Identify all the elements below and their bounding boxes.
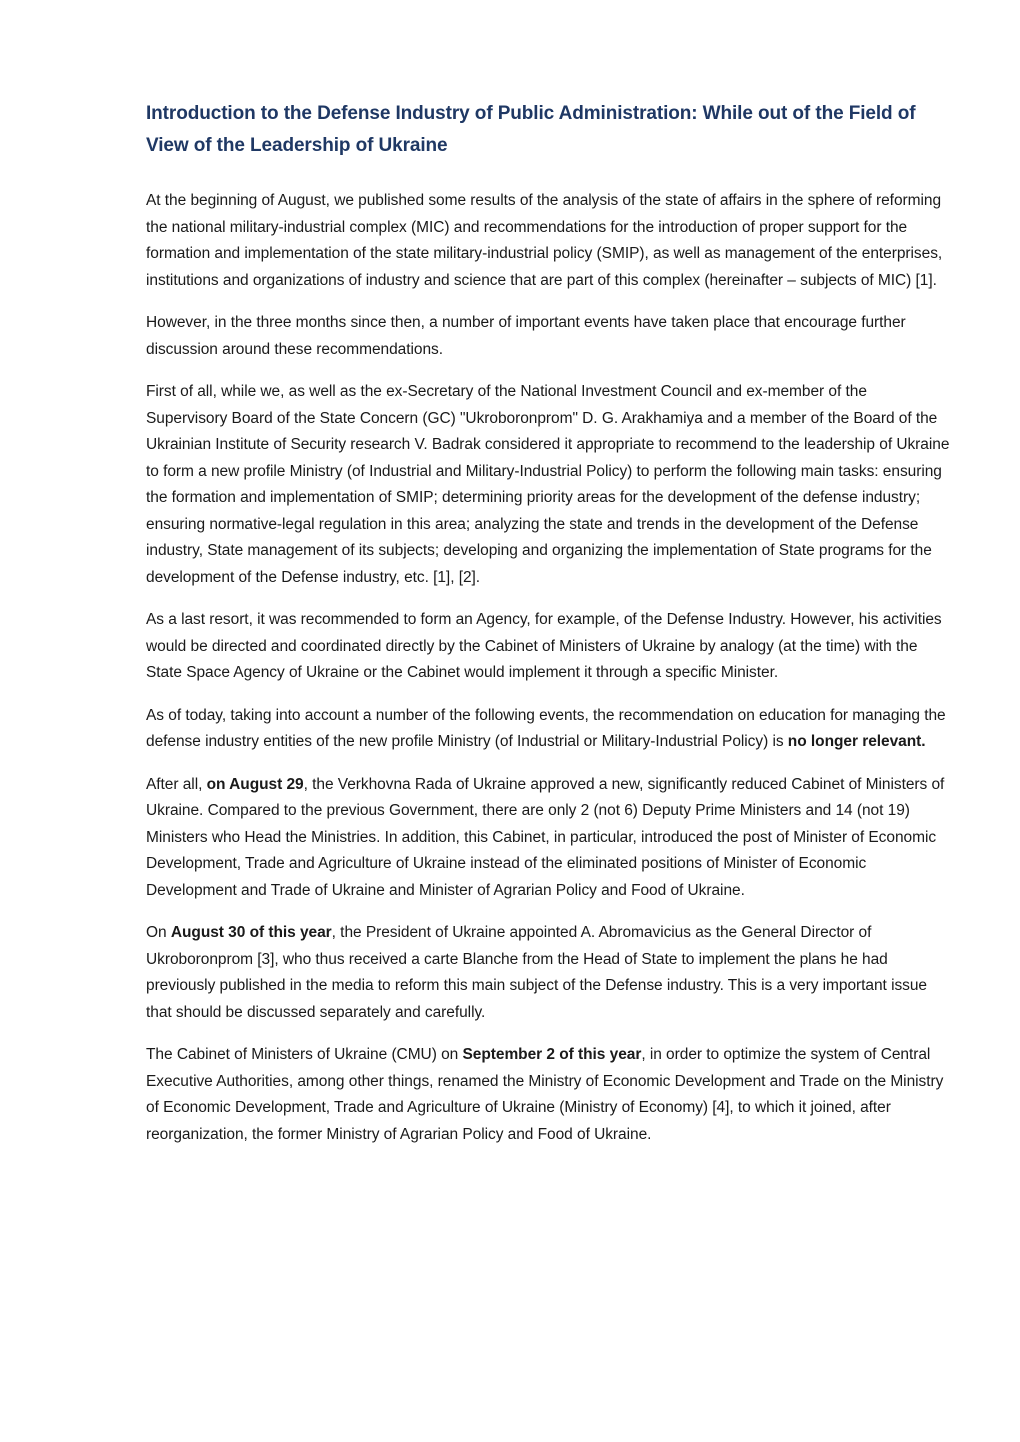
paragraph-5-text: As of today, taking into account a number of the following events, the recommendation on education for managing the defense industry entities of the new profile Ministry (of Industrial or Military-Industrial Policy) is [146, 706, 946, 750]
paragraph-2: However, in the three months since then, a number of important events have taken place that encourage further discussion around these recommendations. [146, 314, 906, 358]
paragraph-8-text-end: , in order to optimize the system of Central Executive Authorities, among other things, renamed the Ministry of Economic Development and Trade on the Ministry of Economic Development, Trade and Agriculture of Ukraine (Ministry of Economy) [4], to which it joined, after reorganization, the former Ministry of Agrarian Policy and Food of Ukraine. [146, 1046, 944, 1143]
paragraph-7 [146, 920, 952, 1026]
paragraph-5-emphasis: no longer relevant. [787, 733, 926, 750]
paragraph-8-emphasis: September 2 of this year [462, 1046, 642, 1063]
paragraph-8-text: The Cabinet of Ministers of Ukraine (CMU) on [146, 1046, 463, 1063]
document-page [146, 98, 952, 1164]
document-title: Introduction to the Defense Industry of Public Administration: While out of the Field of View of the Leadership of Ukraine [146, 103, 916, 156]
paragraph-6 [146, 772, 952, 905]
paragraph-3: First of all, while we, as well as the ex-Secretary of the National Investment Council and ex-member of the Supervisory Board of the State Concern (GC) "Ukroboronprom" D. G. Arakhamiya and a member of the Board of the Ukrainian Institute of Security research V. Badrak considered it appropriate to recommend to the leadership of Ukraine to form a new profile Ministry (of Industrial and Military-Industrial Policy) to perform the following main tasks: ensuring the formation and implementation of SMIP; determining priority areas for the development of the defense industry; ensuring normative-legal regulation in this area; analyzing the state and trends in the development of the Defense industry, State management of its subjects; developing and organizing the implementation of State programs for the development of the Defense industry, etc. [1], [2]. [146, 383, 950, 586]
paragraph-1: At the beginning of August, we published some results of the analysis of the state of affairs in the sphere of reforming the national military-industrial complex (MIC) and recommendations for the introduction of proper support for the formation and implementation of the state military-industrial policy (SMIP), as well as management of the enterprises, institutions and organizations of industry and science that are part of this complex (hereinafter – subjects of MIC) [1]. [146, 192, 943, 289]
paragraph-6-emphasis: on August 29 [206, 775, 304, 793]
paragraph-8 [146, 1042, 952, 1148]
paragraph-6-text-end: , the Verkhovna Rada of Ukraine approved a new, significantly reduced Cabinet of Ministers of Ukraine. Compared to the previous Government, there are only 2 (not 6) Deputy Prime Ministers and 14 (not 19) Ministers who Head the Ministries. In addition, this Cabinet, in particular, introduced the post of Minister of Economic Development, Trade and Agriculture of Ukraine instead of the eliminated positions of Minister of Economic Development and Trade of Ukraine and Minister of Agrarian Policy and Food of Ukraine. [146, 775, 945, 899]
paragraph-4: As a last resort, it was recommended to form an Agency, for example, of the Defense Industry. However, his activities would be directed and coordinated directly by the Cabinet of Ministers of Ukraine by analogy (at the time) with the State Space Agency of Ukraine or the Cabinet would implement it through a specific Minister. [146, 611, 942, 681]
paragraph-5 [146, 703, 952, 756]
paragraph-7-emphasis: August 30 of this year [170, 924, 332, 941]
paragraph-6-text: After all, [146, 775, 207, 793]
paragraph-7-text: On [146, 924, 171, 941]
paragraph-7-text-end: , the President of Ukraine appointed A. Abromavicius as the General Director of Ukroboronprom [3], who thus received a carte Blanche from the Head of State to implement the plans he had previously published in the media to reform this main subject of the Defense industry. This is a very important issue that should be discussed separately and carefully. [146, 924, 928, 1021]
